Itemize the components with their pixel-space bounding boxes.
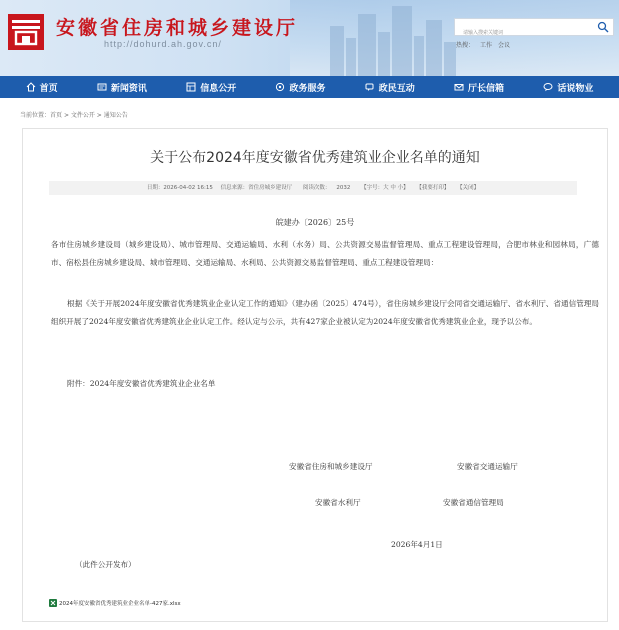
nav-item-news[interactable] xyxy=(97,81,147,94)
attachment-file-name: 2024年度安徽省优秀建筑业企业名单-427家.xlsx xyxy=(59,601,181,607)
hotword-link[interactable]: 工作 xyxy=(480,42,493,49)
nav-item-info[interactable] xyxy=(186,81,236,94)
attachment-note: 附件：2024年度安徽省优秀建筑业企业名单 xyxy=(67,379,216,388)
excel-file-icon xyxy=(49,599,57,607)
search-box xyxy=(454,18,614,36)
nav-label: 新闻资讯 xyxy=(110,83,147,94)
body-paragraph: 根据《关于开展2024年度安徽省优秀建筑业企业认定工作的通知》（建办函〔2025〕474号），省住房城乡建设厅会同省交通运输厅、省水利厅、省通信管理局组织开展了2024年度安徽省优秀建筑业企业认定工作。经认定与公示，共有427家企业被认定为2024年度安徽省优秀建筑业企业，现予以公布。 xyxy=(51,299,599,326)
site-logo[interactable] xyxy=(8,14,44,50)
breadcrumb-notices[interactable]: 通知公告 xyxy=(103,112,128,119)
breadcrumb-separator: > xyxy=(62,112,71,119)
search-icon[interactable] xyxy=(597,21,609,33)
view-count-label: 阅读次数： xyxy=(302,185,331,191)
nav-label: 首页 xyxy=(39,83,58,94)
article-meta-bar xyxy=(49,181,577,195)
nav-item-property[interactable] xyxy=(543,81,593,94)
nav-item-service[interactable] xyxy=(275,81,325,94)
font-size-switch[interactable]: 【字号：大 中 小】 xyxy=(361,185,409,191)
public-release-note: （此件公开发布） xyxy=(75,560,136,569)
interaction-icon xyxy=(365,82,375,92)
site-header xyxy=(0,0,619,76)
nav-item-home[interactable] xyxy=(26,81,58,94)
signature-transport-dept: 安徽省交通运输厅 xyxy=(457,462,518,471)
info-source: 信息来源：省住房城乡建设厅 xyxy=(220,185,293,191)
signature-telecom-bureau: 安徽省通信管理局 xyxy=(443,498,504,507)
chat-icon xyxy=(543,82,553,92)
nav-label: 信息公开 xyxy=(200,83,237,94)
publish-date: 日期：2026-04-02 16:15 xyxy=(146,185,213,191)
breadcrumb-home[interactable]: 首页 xyxy=(50,112,63,119)
news-icon xyxy=(97,82,107,92)
hot-search xyxy=(456,40,516,49)
nav-label: 厅长信箱 xyxy=(468,83,505,94)
issue-date: 2026年4月1日 xyxy=(391,540,443,549)
breadcrumb-prefix: 当前位置： xyxy=(20,112,51,119)
nav-item-interaction[interactable] xyxy=(365,81,415,94)
article-title: 关于公布2024年度安徽省优秀建筑业企业名单的通知 xyxy=(150,150,480,166)
site-url: http://dohurd.ah.gov.cn/ xyxy=(104,39,222,49)
view-count-value: 2032 xyxy=(336,185,351,191)
breadcrumb xyxy=(20,110,128,119)
hotword-link[interactable]: 会议 xyxy=(498,42,511,49)
nav-label: 话说物业 xyxy=(557,83,594,94)
view-count xyxy=(300,185,354,191)
addressee-paragraph: 各市住房城乡建设局（城乡建设局）、城市管理局、交通运输局、水利（水务）局、公共资源交易监督管理局、重点工程建设管理局，合肥市林业和园林局，广德市、宿松县住房城乡建设局、城市管理局、交通运输局、水利局、公共资源交易监督管理局、重点工程建设管理局： xyxy=(51,240,599,267)
mailbox-icon xyxy=(454,82,464,92)
info-icon xyxy=(186,82,196,92)
hotword-label: 热搜： xyxy=(456,42,475,49)
print-link[interactable]: 【我要打印】 xyxy=(416,185,450,191)
document-number: 皖建办〔2026〕25号 xyxy=(275,218,355,227)
home-icon xyxy=(26,82,36,92)
breadcrumb-separator: > xyxy=(94,112,104,119)
signature-water-dept: 安徽省水利厅 xyxy=(315,498,361,507)
signature-housing-dept: 安徽省住房和城乡建设厅 xyxy=(289,462,373,471)
nav-label: 政务服务 xyxy=(289,83,326,94)
nav-label: 政民互动 xyxy=(378,83,415,94)
close-link[interactable]: 【关闭】 xyxy=(457,185,480,191)
attachment-file-link[interactable] xyxy=(49,599,181,607)
site-title[interactable]: 安徽省住房和城乡建设厅 xyxy=(56,17,299,39)
service-icon xyxy=(275,82,285,92)
main-nav xyxy=(0,76,619,98)
nav-item-mailbox[interactable] xyxy=(454,81,504,94)
article-panel xyxy=(22,128,608,622)
search-input[interactable] xyxy=(455,25,595,41)
breadcrumb-files[interactable]: 文件公开 xyxy=(70,112,95,119)
